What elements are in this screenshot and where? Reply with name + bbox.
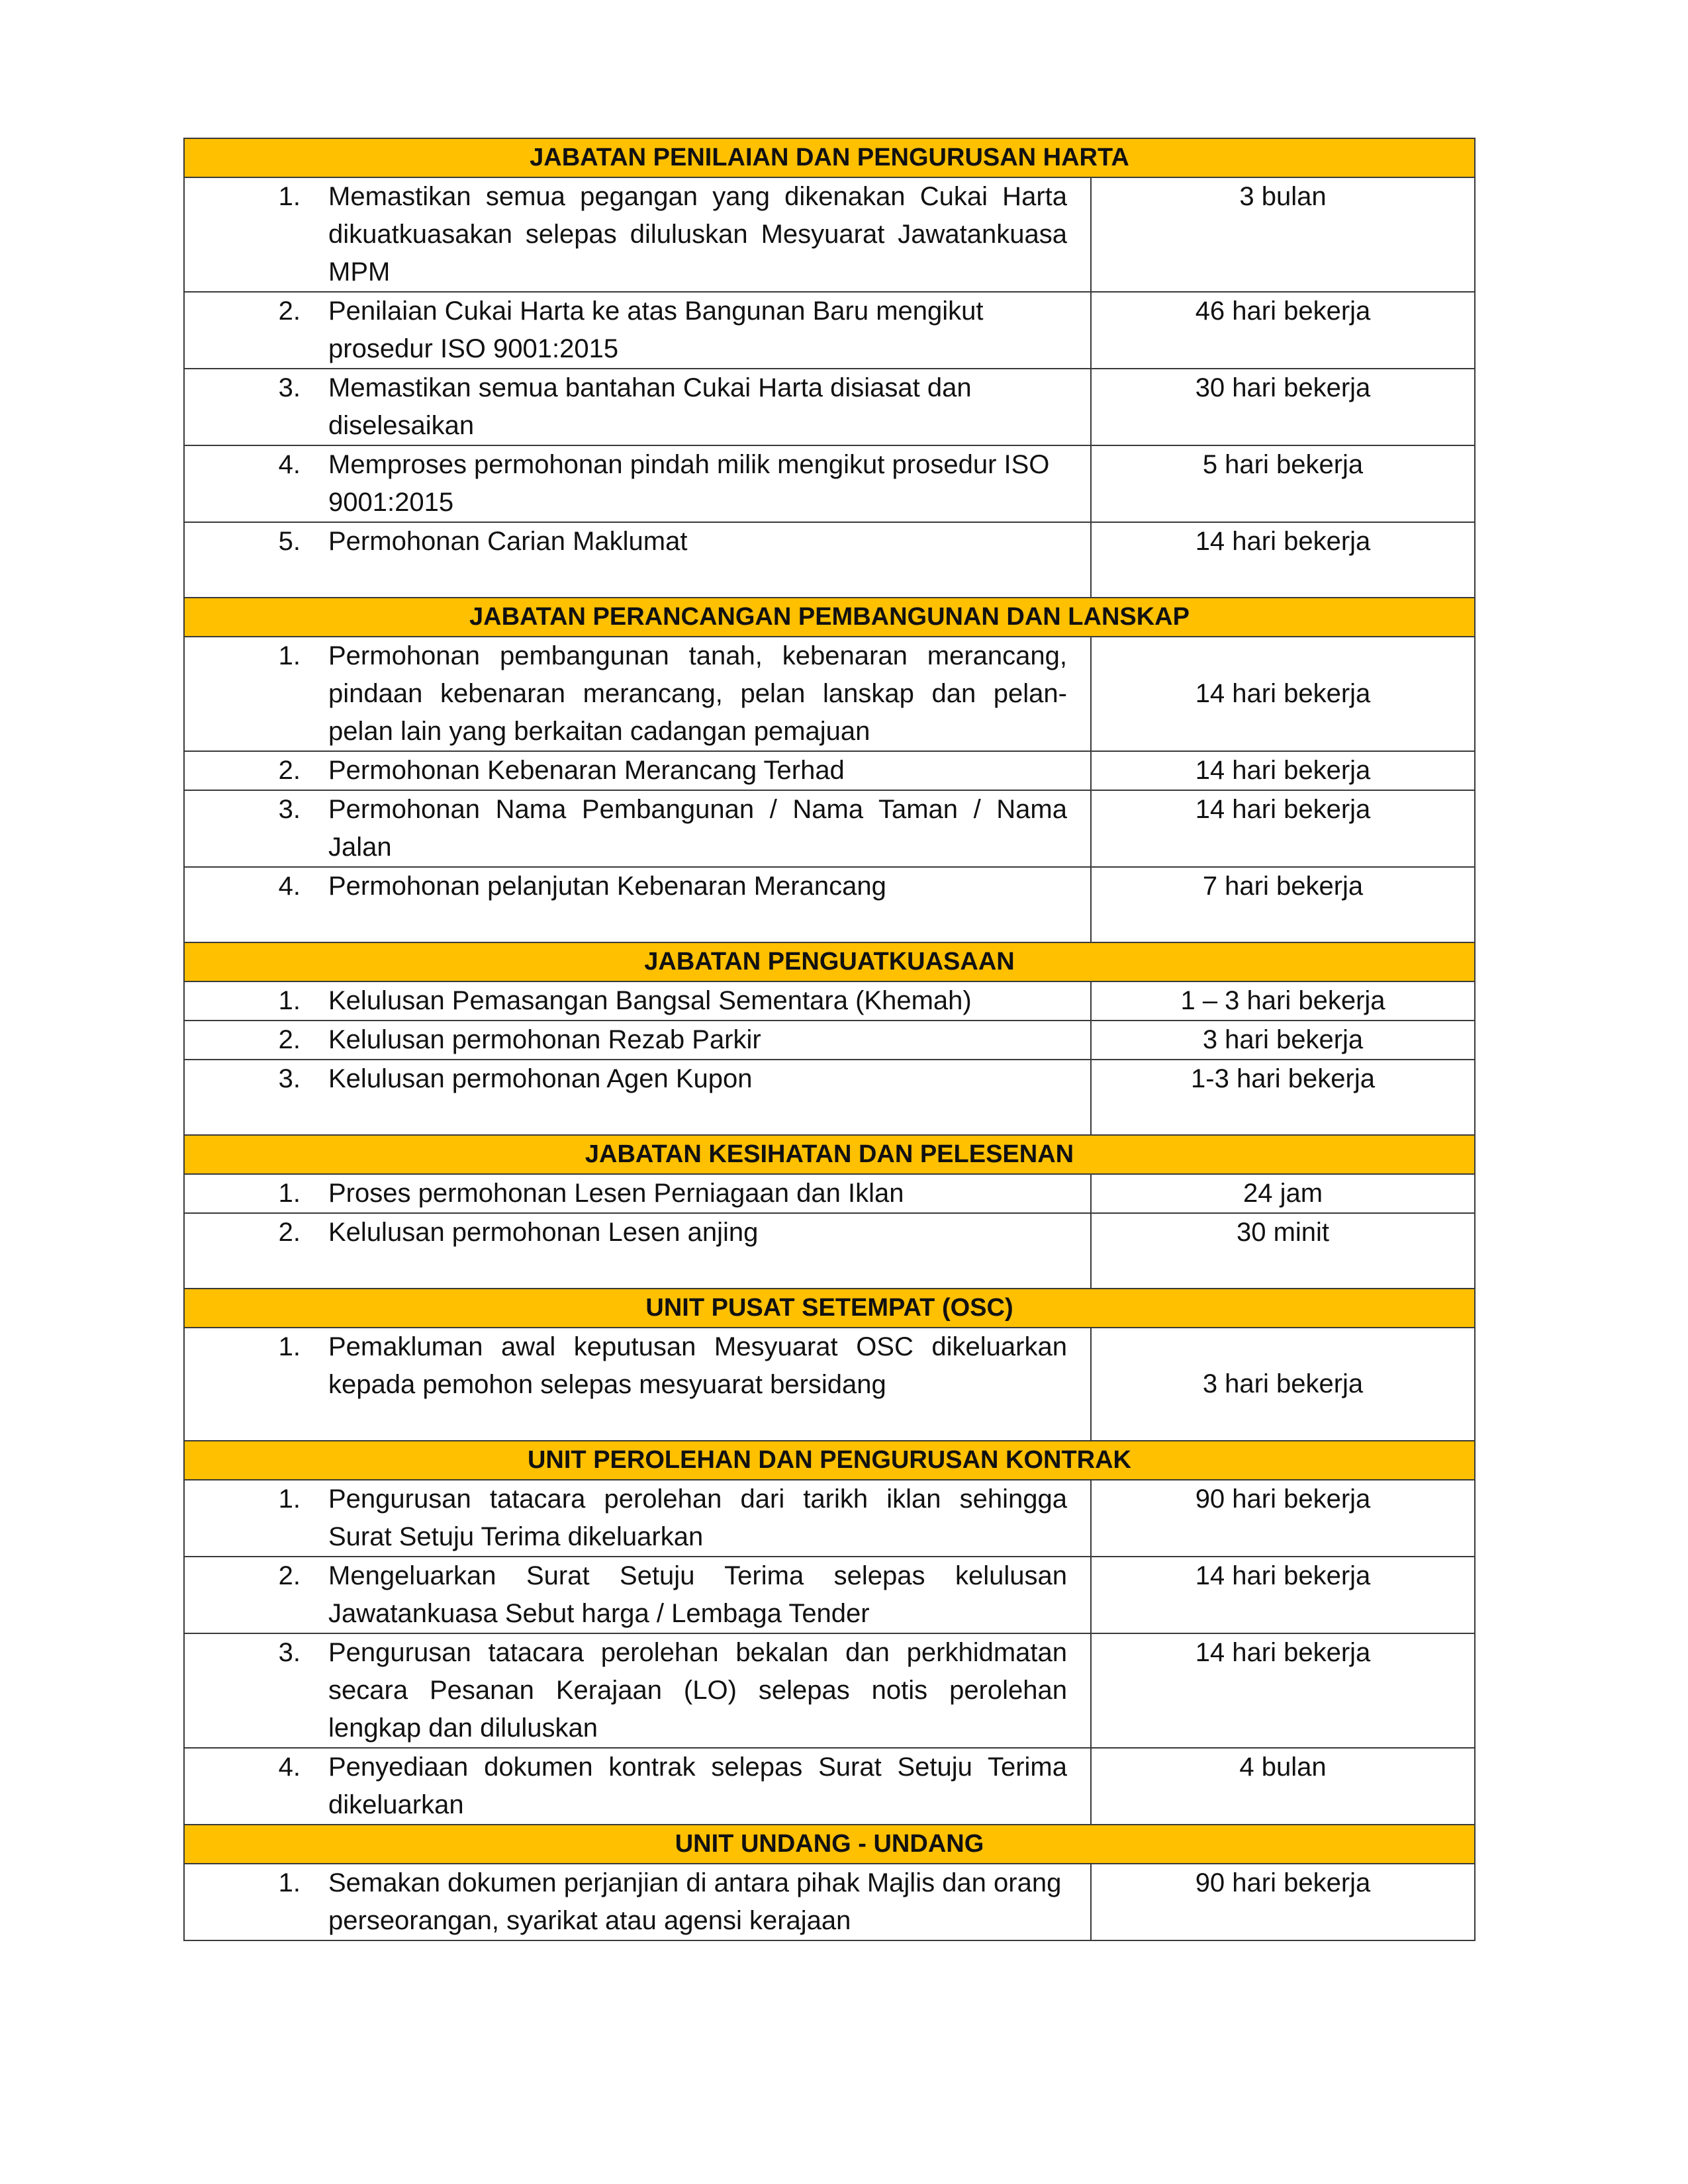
section-title: JABATAN PENGUATKUASAAN: [184, 942, 1475, 981]
section-title: UNIT PEROLEHAN DAN PENGURUSAN KONTRAK: [184, 1441, 1475, 1480]
table-row: [184, 1748, 1475, 1825]
table-row: [184, 1021, 1475, 1060]
item-time: 90 hari bekerja: [1091, 1864, 1475, 1940]
item-text: Pemakluman awal keputusan Mesyuarat OSC dikeluarkan kepada pemohon selepas mesyuarat bersidang: [328, 1332, 1067, 1399]
item-text: Kelulusan Pemasangan Bangsal Sementara (Khemah): [328, 986, 972, 1015]
item-text: Proses permohonan Lesen Perniagaan dan Iklan: [328, 1179, 904, 1208]
item-number: 1.: [278, 641, 301, 670]
item-number: 2.: [278, 1218, 301, 1247]
item-time: 14 hari bekerja: [1091, 637, 1475, 751]
item-number: 4.: [278, 872, 301, 901]
item-text: Penilaian Cukai Harta ke atas Bangunan Baru mengikut prosedur ISO 9001:2015: [328, 296, 984, 363]
item-number: 2.: [278, 756, 301, 785]
item-text: Memastikan semua bantahan Cukai Harta disiasat dan diselesaikan: [328, 373, 972, 440]
table-row: [184, 1213, 1475, 1289]
item-time: 3 hari bekerja: [1091, 1328, 1475, 1441]
item-number: 1.: [278, 986, 301, 1015]
section-title: JABATAN KESIHATAN DAN PELESENAN: [184, 1135, 1475, 1174]
table-row: [184, 1480, 1475, 1557]
item-text: Kelulusan permohonan Agen Kupon: [328, 1064, 753, 1093]
item-number: 3.: [278, 1638, 301, 1667]
item-number: 3.: [278, 373, 301, 402]
item-number: 2.: [278, 296, 301, 326]
table-row: [184, 790, 1475, 867]
item-text: Kelulusan permohonan Lesen anjing: [328, 1218, 759, 1247]
item-number: 2.: [278, 1025, 301, 1054]
item-number: 1.: [278, 1868, 301, 1897]
section-title: JABATAN PERANCANGAN PEMBANGUNAN DAN LANSKAP: [184, 598, 1475, 637]
item-time: 3 bulan: [1091, 177, 1475, 292]
item-text: Permohonan Carian Maklumat: [328, 527, 688, 556]
item-time: 14 hari bekerja: [1091, 1557, 1475, 1633]
item-number: 2.: [278, 1561, 301, 1590]
item-text: Penyediaan dokumen kontrak selepas Surat Setuju Terima dikeluarkan: [328, 1752, 1067, 1819]
item-time: 3 hari bekerja: [1091, 1021, 1475, 1060]
item-text: Permohonan Kebenaran Merancang Terhad: [328, 756, 845, 785]
table-row: [184, 1174, 1475, 1213]
table-row: [184, 981, 1475, 1021]
item-time: 46 hari bekerja: [1091, 292, 1475, 369]
item-number: 1.: [278, 182, 301, 211]
item-time: 90 hari bekerja: [1091, 1480, 1475, 1557]
table-row: [184, 1864, 1475, 1940]
section-title: UNIT PUSAT SETEMPAT (OSC): [184, 1289, 1475, 1328]
item-time: 14 hari bekerja: [1091, 790, 1475, 867]
item-number: 1.: [278, 1484, 301, 1514]
table-row: [184, 751, 1475, 790]
section-header: [184, 942, 1475, 981]
item-text: Memproses permohonan pindah milik mengikut prosedur ISO 9001:2015: [328, 450, 1050, 517]
item-time: 14 hari bekerja: [1091, 1633, 1475, 1748]
item-text: Permohonan pelanjutan Kebenaran Merancang: [328, 872, 886, 901]
service-charter-table: [183, 138, 1476, 1941]
item-text: Permohonan Nama Pembangunan / Nama Taman / Nama Jalan: [328, 795, 1067, 862]
table-row: [184, 177, 1475, 292]
section-header: [184, 598, 1475, 637]
section-header: [184, 1289, 1475, 1328]
item-number: 4.: [278, 450, 301, 479]
item-time: 5 hari bekerja: [1091, 445, 1475, 522]
table-row: [184, 1557, 1475, 1633]
section-header: [184, 1135, 1475, 1174]
table-row: [184, 522, 1475, 598]
item-time: 30 minit: [1091, 1213, 1475, 1289]
section-title: UNIT UNDANG - UNDANG: [184, 1825, 1475, 1864]
item-number: 1.: [278, 1179, 301, 1208]
item-time: 7 hari bekerja: [1091, 867, 1475, 942]
item-text: Kelulusan permohonan Rezab Parkir: [328, 1025, 761, 1054]
item-time: 1-3 hari bekerja: [1091, 1060, 1475, 1135]
table-row: [184, 1633, 1475, 1748]
item-text: Semakan dokumen perjanjian di antara pihak Majlis dan orang perseorangan, syarikat atau agensi kerajaan: [328, 1868, 1062, 1935]
table-row: [184, 292, 1475, 369]
item-number: 3.: [278, 1064, 301, 1093]
item-text: Mengeluarkan Surat Setuju Terima selepas kelulusan Jawatankuasa Sebut harga / Lembaga Tender: [328, 1561, 1067, 1628]
table-row: [184, 445, 1475, 522]
section-title: JABATAN PENILAIAN DAN PENGURUSAN HARTA: [184, 138, 1475, 177]
item-time: 24 jam: [1091, 1174, 1475, 1213]
section-header: [184, 138, 1475, 177]
item-time: 4 bulan: [1091, 1748, 1475, 1825]
service-charter-page: [183, 138, 1474, 1941]
table-row: [184, 637, 1475, 751]
table-row: [184, 1328, 1475, 1441]
item-text: Pengurusan tatacara perolehan bekalan dan perkhidmatan secara Pesanan Kerajaan (LO) selepas notis perolehan lengkap dan diluluskan: [328, 1638, 1067, 1743]
table-row: [184, 369, 1475, 445]
item-time: 14 hari bekerja: [1091, 751, 1475, 790]
item-number: 1.: [278, 1332, 301, 1361]
item-text: Pengurusan tatacara perolehan dari tarikh iklan sehingga Surat Setuju Terima dikeluarkan: [328, 1484, 1067, 1551]
item-time: 1 – 3 hari bekerja: [1091, 981, 1475, 1021]
item-number: 3.: [278, 795, 301, 824]
item-time: 30 hari bekerja: [1091, 369, 1475, 445]
table-row: [184, 1060, 1475, 1135]
item-time: 14 hari bekerja: [1091, 522, 1475, 598]
table-row: [184, 867, 1475, 942]
section-header: [184, 1441, 1475, 1480]
item-text: Memastikan semua pegangan yang dikenakan Cukai Harta dikuatkuasakan selepas diluluskan Mesyuarat Jawatankuasa MPM: [328, 182, 1067, 287]
item-number: 4.: [278, 1752, 301, 1782]
section-header: [184, 1825, 1475, 1864]
item-text: Permohonan pembangunan tanah, kebenaran merancang, pindaan kebenaran merancang, pelan lanskap dan pelan-pelan lain yang berkaitan cadangan pemajuan: [328, 641, 1067, 746]
item-number: 5.: [278, 527, 301, 556]
